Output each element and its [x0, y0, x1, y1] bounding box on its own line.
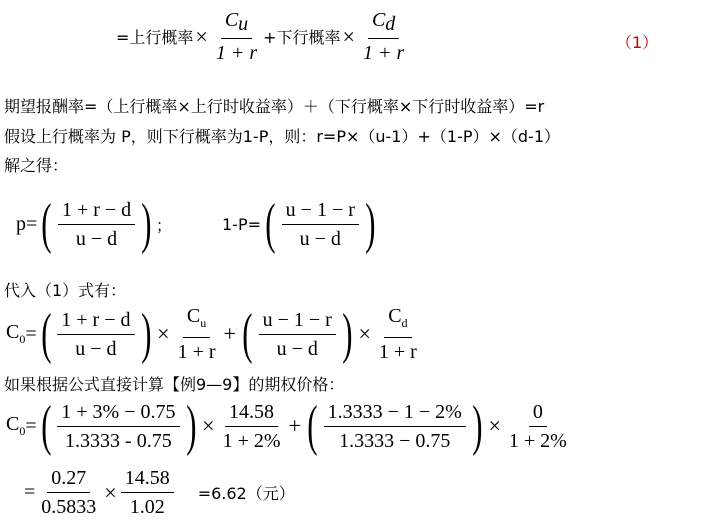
calc-formula: $C_0$ = ( $\frac{1 + 3\% - 0.75}{1.3333 - 0.75}$ ) × $\frac{14.58}{1 + 2\%}$ + ( $\frac{1.3333 - 1 - 2\%}{1.3333 - 0.75}$ ) × $\frac{0}{1 + 2\%}$: [6, 398, 573, 454]
fraction-cu: $\frac{C_u}{1 + r}$: [215, 9, 258, 65]
equation-number: （1）: [616, 33, 659, 52]
separator: ；: [155, 215, 172, 235]
solve-line: 解之得：: [4, 156, 69, 175]
fraction-1458-102: $\frac{14.58}{1.02}$: [121, 466, 174, 519]
formula-1-prefix: =上行概率: [116, 28, 194, 48]
q-paren-group: ( $\frac{u - 1 - r}{u - d}$ ): [265, 193, 376, 255]
result-formula: = $\frac{0.27}{0.5833}$ × $\frac{14.58}{1.02}$ =6.62（元）: [24, 467, 295, 518]
p-formula: [16, 193, 172, 255]
c0-label-2: $C_0$: [6, 413, 26, 438]
c0-paren-b: ( $\frac{u - 1 - r}{u - d}$ ): [242, 303, 353, 365]
calc-paren-b: ( $\frac{1.3333 - 1 - 2\%}{1.3333 - 0.75}$ ): [307, 395, 483, 457]
p-label: p=: [16, 212, 38, 235]
fraction-cu-over-1r: $\frac{C_u}{1 + r}$: [177, 305, 216, 363]
fraction-027: $\frac{0.27}{0.5833}$: [41, 467, 97, 518]
times-sign: ×: [195, 23, 208, 49]
calc-line: 如果根据公式直接计算【例9—9】的期权价格：: [4, 375, 345, 394]
result-value: =6.62（元）: [197, 484, 295, 503]
q-formula: [222, 193, 380, 255]
fraction-14-58: $\frac{14.58}{1 + 2\%}$: [222, 400, 281, 452]
fraction-zero: $\frac{0}{1 + 2\%}$: [508, 400, 567, 452]
c0-formula: $C_0$ = ( $\frac{1 + r - d}{u - d}$ ) × $\frac{C_u}{1 + r}$ + ( $\frac{u - 1 - r}{u - d}$ ) × $\frac{C_d}{1 + r}$: [6, 304, 423, 364]
fraction-cd: $\frac{C_d}{1 + r}$: [362, 9, 405, 65]
substitute-line: 代入（1）式有：: [4, 281, 127, 300]
q-label: 1-P=: [222, 214, 262, 234]
times-sign: ×: [342, 23, 355, 49]
p-paren-group: ( $\frac{1 + r - d}{u - d}$ ): [41, 193, 152, 255]
formula-1: [116, 8, 410, 65]
c0-label: $C_0$: [6, 321, 26, 346]
expected-return-line: 期望报酬率=（上行概率×上行时收益率）＋（下行概率×下行时收益率）=r: [4, 97, 545, 116]
c0-paren-a: ( $\frac{1 + r - d}{u - d}$ ): [40, 303, 151, 365]
formula-1-plus-text: +下行概率: [263, 28, 341, 48]
fraction-cd-over-1r: $\frac{C_d}{1 + r}$: [378, 305, 417, 363]
assumption-line: 假设上行概率为 P，则下行概率为1-P，则：r=P×（u-1）+（1-P）×（d-1）: [4, 127, 560, 146]
calc-paren-a: ( $\frac{1 + 3\% - 0.75}{1.3333 - 0.75}$ ): [40, 395, 196, 457]
